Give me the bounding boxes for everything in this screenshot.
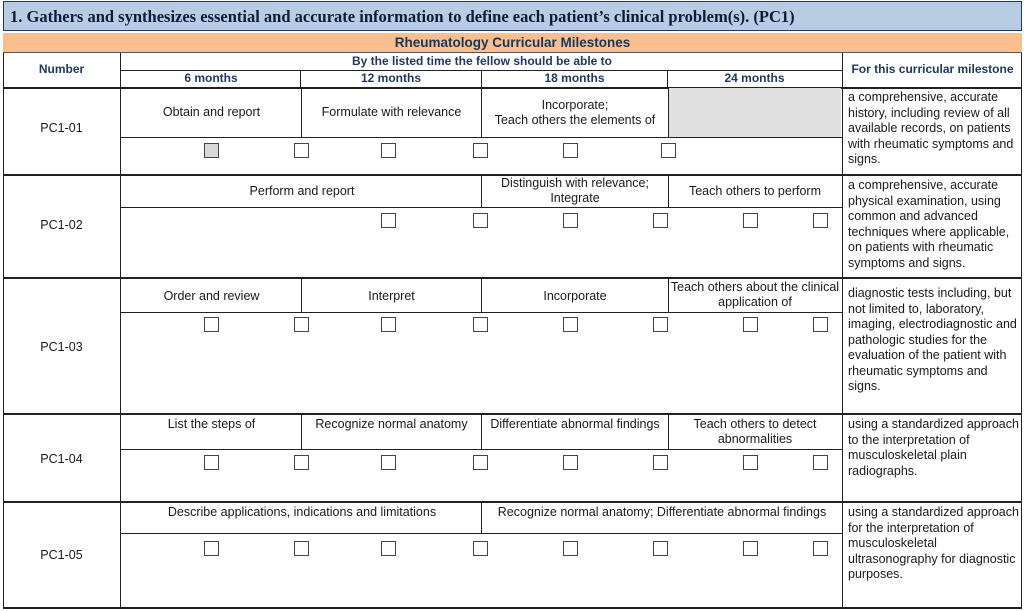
milestone-description: a comprehensive, accurate physical examination, using common and advanced techniques where applicable, on patients with rheumatic symptoms and signs. [848, 178, 1010, 270]
milestone-description: a comprehensive, accurate history, including review of all available records, on patients with rheumatic symptoms and signs. [848, 90, 1014, 166]
milestone-checkbox[interactable] [661, 143, 676, 158]
milestone-checkbox[interactable] [204, 541, 219, 556]
empty-grey-cell [669, 88, 841, 137]
milestone-checkbox[interactable] [743, 541, 758, 556]
milestone-checkbox[interactable] [473, 213, 488, 228]
milestone-checkbox[interactable] [653, 541, 668, 556]
milestone-checkbox[interactable] [381, 143, 396, 158]
milestone-cell: Recognize normal anatomy [315, 417, 468, 431]
month-header-12: 12 months [360, 71, 421, 85]
grid-line [120, 137, 842, 138]
milestone-cell: Differentiate abnormal findings [490, 417, 660, 431]
grid-line [120, 533, 842, 534]
section-subtitle: Rheumatology Curricular Milestones [3, 33, 1022, 53]
grid-line [120, 449, 842, 450]
milestone-checkbox[interactable] [743, 213, 758, 228]
milestone-checkbox[interactable] [294, 541, 309, 556]
milestone-checkbox[interactable] [381, 213, 396, 228]
milestone-checkbox[interactable] [743, 317, 758, 332]
milestone-checkbox[interactable] [653, 455, 668, 470]
time-column-header: By the listed time the fellow should be able to [351, 54, 613, 68]
milestone-cell: Formulate with relevance [321, 105, 462, 119]
month-header-24: 24 months [724, 71, 785, 85]
milestone-cell: Incorporate [543, 288, 607, 303]
grid-line [120, 312, 842, 313]
milestone-cell: Teach others about the clinical application of [670, 280, 840, 309]
milestone-checkbox[interactable] [563, 143, 578, 158]
milestone-cell: List the steps of [167, 417, 256, 431]
milestone-number: PC1-03 [40, 340, 83, 354]
milestone-number: PC1-02 [40, 218, 83, 232]
grid-line [3, 277, 1022, 279]
milestone-checkbox[interactable] [473, 541, 488, 556]
grid-line [481, 70, 482, 88]
milestone-checkbox[interactable] [813, 541, 828, 556]
milestone-checkbox[interactable] [563, 213, 578, 228]
milestone-number: PC1-05 [40, 548, 83, 562]
milestone-cell: Interpret [368, 288, 415, 303]
milestone-cell: Teach others to detect abnormalities [693, 417, 817, 446]
milestone-cell: Incorporate; Teach others the elements of [494, 97, 656, 127]
milestone-checkbox[interactable] [563, 317, 578, 332]
grid-line [300, 70, 301, 88]
grid-line [667, 70, 668, 88]
number-column-header: Number [38, 62, 85, 76]
milestone-checkbox[interactable] [813, 213, 828, 228]
description-column-header: For this curricular milestone [851, 62, 1014, 76]
milestone-checkbox[interactable] [473, 455, 488, 470]
milestone-checkbox[interactable] [473, 317, 488, 332]
milestone-checkbox[interactable] [653, 317, 668, 332]
grid-line [842, 53, 843, 609]
milestone-checkbox[interactable] [813, 317, 828, 332]
grid-line [3, 607, 1022, 609]
milestone-checkbox[interactable] [294, 317, 309, 332]
milestone-cell: Teach others to perform [688, 183, 821, 198]
page-title: 1. Gathers and synthesizes essential and accurate information to define each patient’s clinical problem(s). (PC1) [3, 1, 1022, 31]
milestone-checkbox[interactable] [204, 143, 219, 158]
milestone-cell: Describe applications, indications and limitations [167, 505, 437, 519]
milestone-checkbox[interactable] [813, 455, 828, 470]
milestone-checkbox[interactable] [204, 455, 219, 470]
milestone-checkbox[interactable] [563, 541, 578, 556]
milestone-checkbox[interactable] [563, 455, 578, 470]
milestone-cell: Order and review [163, 288, 260, 303]
milestone-checkbox[interactable] [743, 455, 758, 470]
milestone-cell: Recognize normal anatomy; Differentiate abnormal findings [497, 505, 827, 519]
milestone-checkbox[interactable] [381, 317, 396, 332]
milestone-description: diagnostic tests including, but not limited to, laboratory, imaging, electrodiagnostic and pathologic studies for the evaluation of the patient with rheumatic symptoms and signs. [848, 286, 1017, 393]
milestone-checkbox[interactable] [294, 143, 309, 158]
milestone-checkbox[interactable] [381, 541, 396, 556]
milestone-cell: Perform and report [249, 183, 355, 198]
month-header-6: 6 months [184, 71, 238, 85]
milestone-checkbox[interactable] [204, 317, 219, 332]
month-header-18: 18 months [544, 71, 605, 85]
milestone-description: using a standardized approach to the interpretation of musculoskeletal plain radiographs. [848, 417, 1019, 478]
milestone-checkbox[interactable] [653, 213, 668, 228]
grid-line [1021, 53, 1022, 609]
grid-line [3, 53, 4, 609]
milestone-description: using a standardized approach for the interpretation of musculoskeletal ultrasonography for diagnostic purposes. [848, 505, 1019, 581]
milestone-cell: Distinguish with relevance; Integrate [501, 176, 649, 205]
milestone-number: PC1-01 [40, 121, 83, 135]
milestone-number: PC1-04 [40, 452, 83, 466]
milestone-checkbox[interactable] [294, 455, 309, 470]
grid-line [120, 207, 842, 208]
milestone-checkbox[interactable] [473, 143, 488, 158]
milestone-cell: Obtain and report [162, 105, 261, 119]
milestone-checkbox[interactable] [381, 455, 396, 470]
